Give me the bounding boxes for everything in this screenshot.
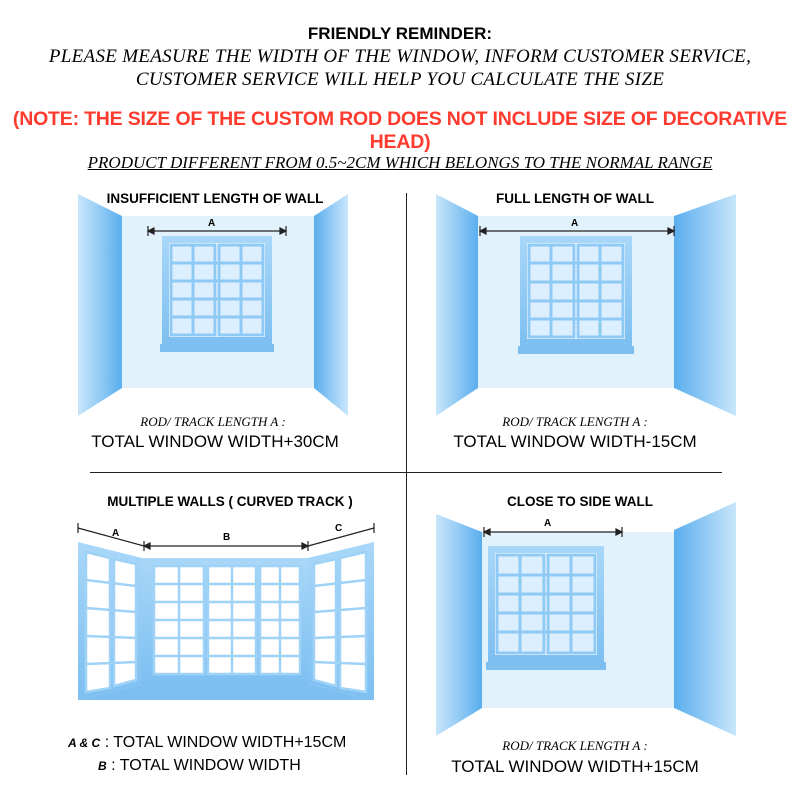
window-icon (518, 236, 634, 354)
caption-b-key: B (98, 759, 107, 773)
close-caption-formula: TOTAL WINDOW WIDTH+15CM (451, 757, 699, 776)
panel-close-title: CLOSE TO SIDE WALL (506, 494, 653, 509)
multiple-caption-ac (68, 734, 346, 752)
window-icon (486, 546, 606, 670)
insufficient-caption-label: ROD/ TRACK LENGTH A : (140, 414, 286, 429)
full-caption-label: ROD/ TRACK LENGTH A : (502, 414, 648, 429)
multiple-caption-b (98, 757, 301, 775)
caption-b-sep: : (111, 757, 116, 774)
label-a-multiple: A (112, 528, 120, 539)
insufficient-caption-formula: TOTAL WINDOW WIDTH+30CM (91, 432, 339, 451)
label-a-insufficient: A (208, 218, 216, 229)
instruction-line-2: CUSTOMER SERVICE WILL HELP YOU CALCULATE THE SIZE (135, 69, 665, 90)
close-wall-diagram (436, 508, 736, 740)
caption-b-formula: TOTAL WINDOW WIDTH (119, 757, 301, 774)
panel-full-title: FULL LENGTH OF WALL (496, 191, 654, 206)
vertical-divider (406, 193, 407, 775)
caption-ac-key: A & C (68, 736, 101, 750)
caption-ac-sep: : (104, 734, 110, 751)
window-icon (160, 236, 274, 352)
close-caption-label: ROD/ TRACK LENGTH A : (502, 738, 648, 753)
caption-ac-formula: TOTAL WINDOW WIDTH+15CM (113, 734, 347, 751)
tolerance-note (0, 153, 800, 173)
label-a-full: A (571, 218, 579, 229)
tolerance-note-text: PRODUCT DIFFERENT FROM 0.5~2CM WHICH BELONGS TO THE NORMAL RANGE (87, 153, 713, 172)
label-b-multiple: B (223, 532, 231, 543)
instruction-line-1: PLEASE MEASURE THE WIDTH OF THE WINDOW, INFORM CUSTOMER SERVICE, (48, 46, 752, 67)
full-wall-diagram (436, 188, 736, 418)
full-caption-formula: TOTAL WINDOW WIDTH-15CM (453, 432, 697, 451)
decorative-head-note: (NOTE: THE SIZE OF THE CUSTOM ROD DOES NOT INCLUDE SIZE OF DECORATIVE HEAD) (12, 108, 788, 153)
panel-multiple-title: MULTIPLE WALLS ( CURVED TRACK ) (107, 494, 353, 509)
reminder-title: FRIENDLY REMINDER: (307, 24, 493, 43)
label-a-close: A (544, 518, 552, 529)
bay-window-diagram (74, 520, 384, 720)
horizontal-divider (90, 472, 722, 473)
panel-insufficient-title: INSUFFICIENT LENGTH OF WALL (106, 191, 324, 206)
label-c-multiple: C (335, 523, 343, 534)
